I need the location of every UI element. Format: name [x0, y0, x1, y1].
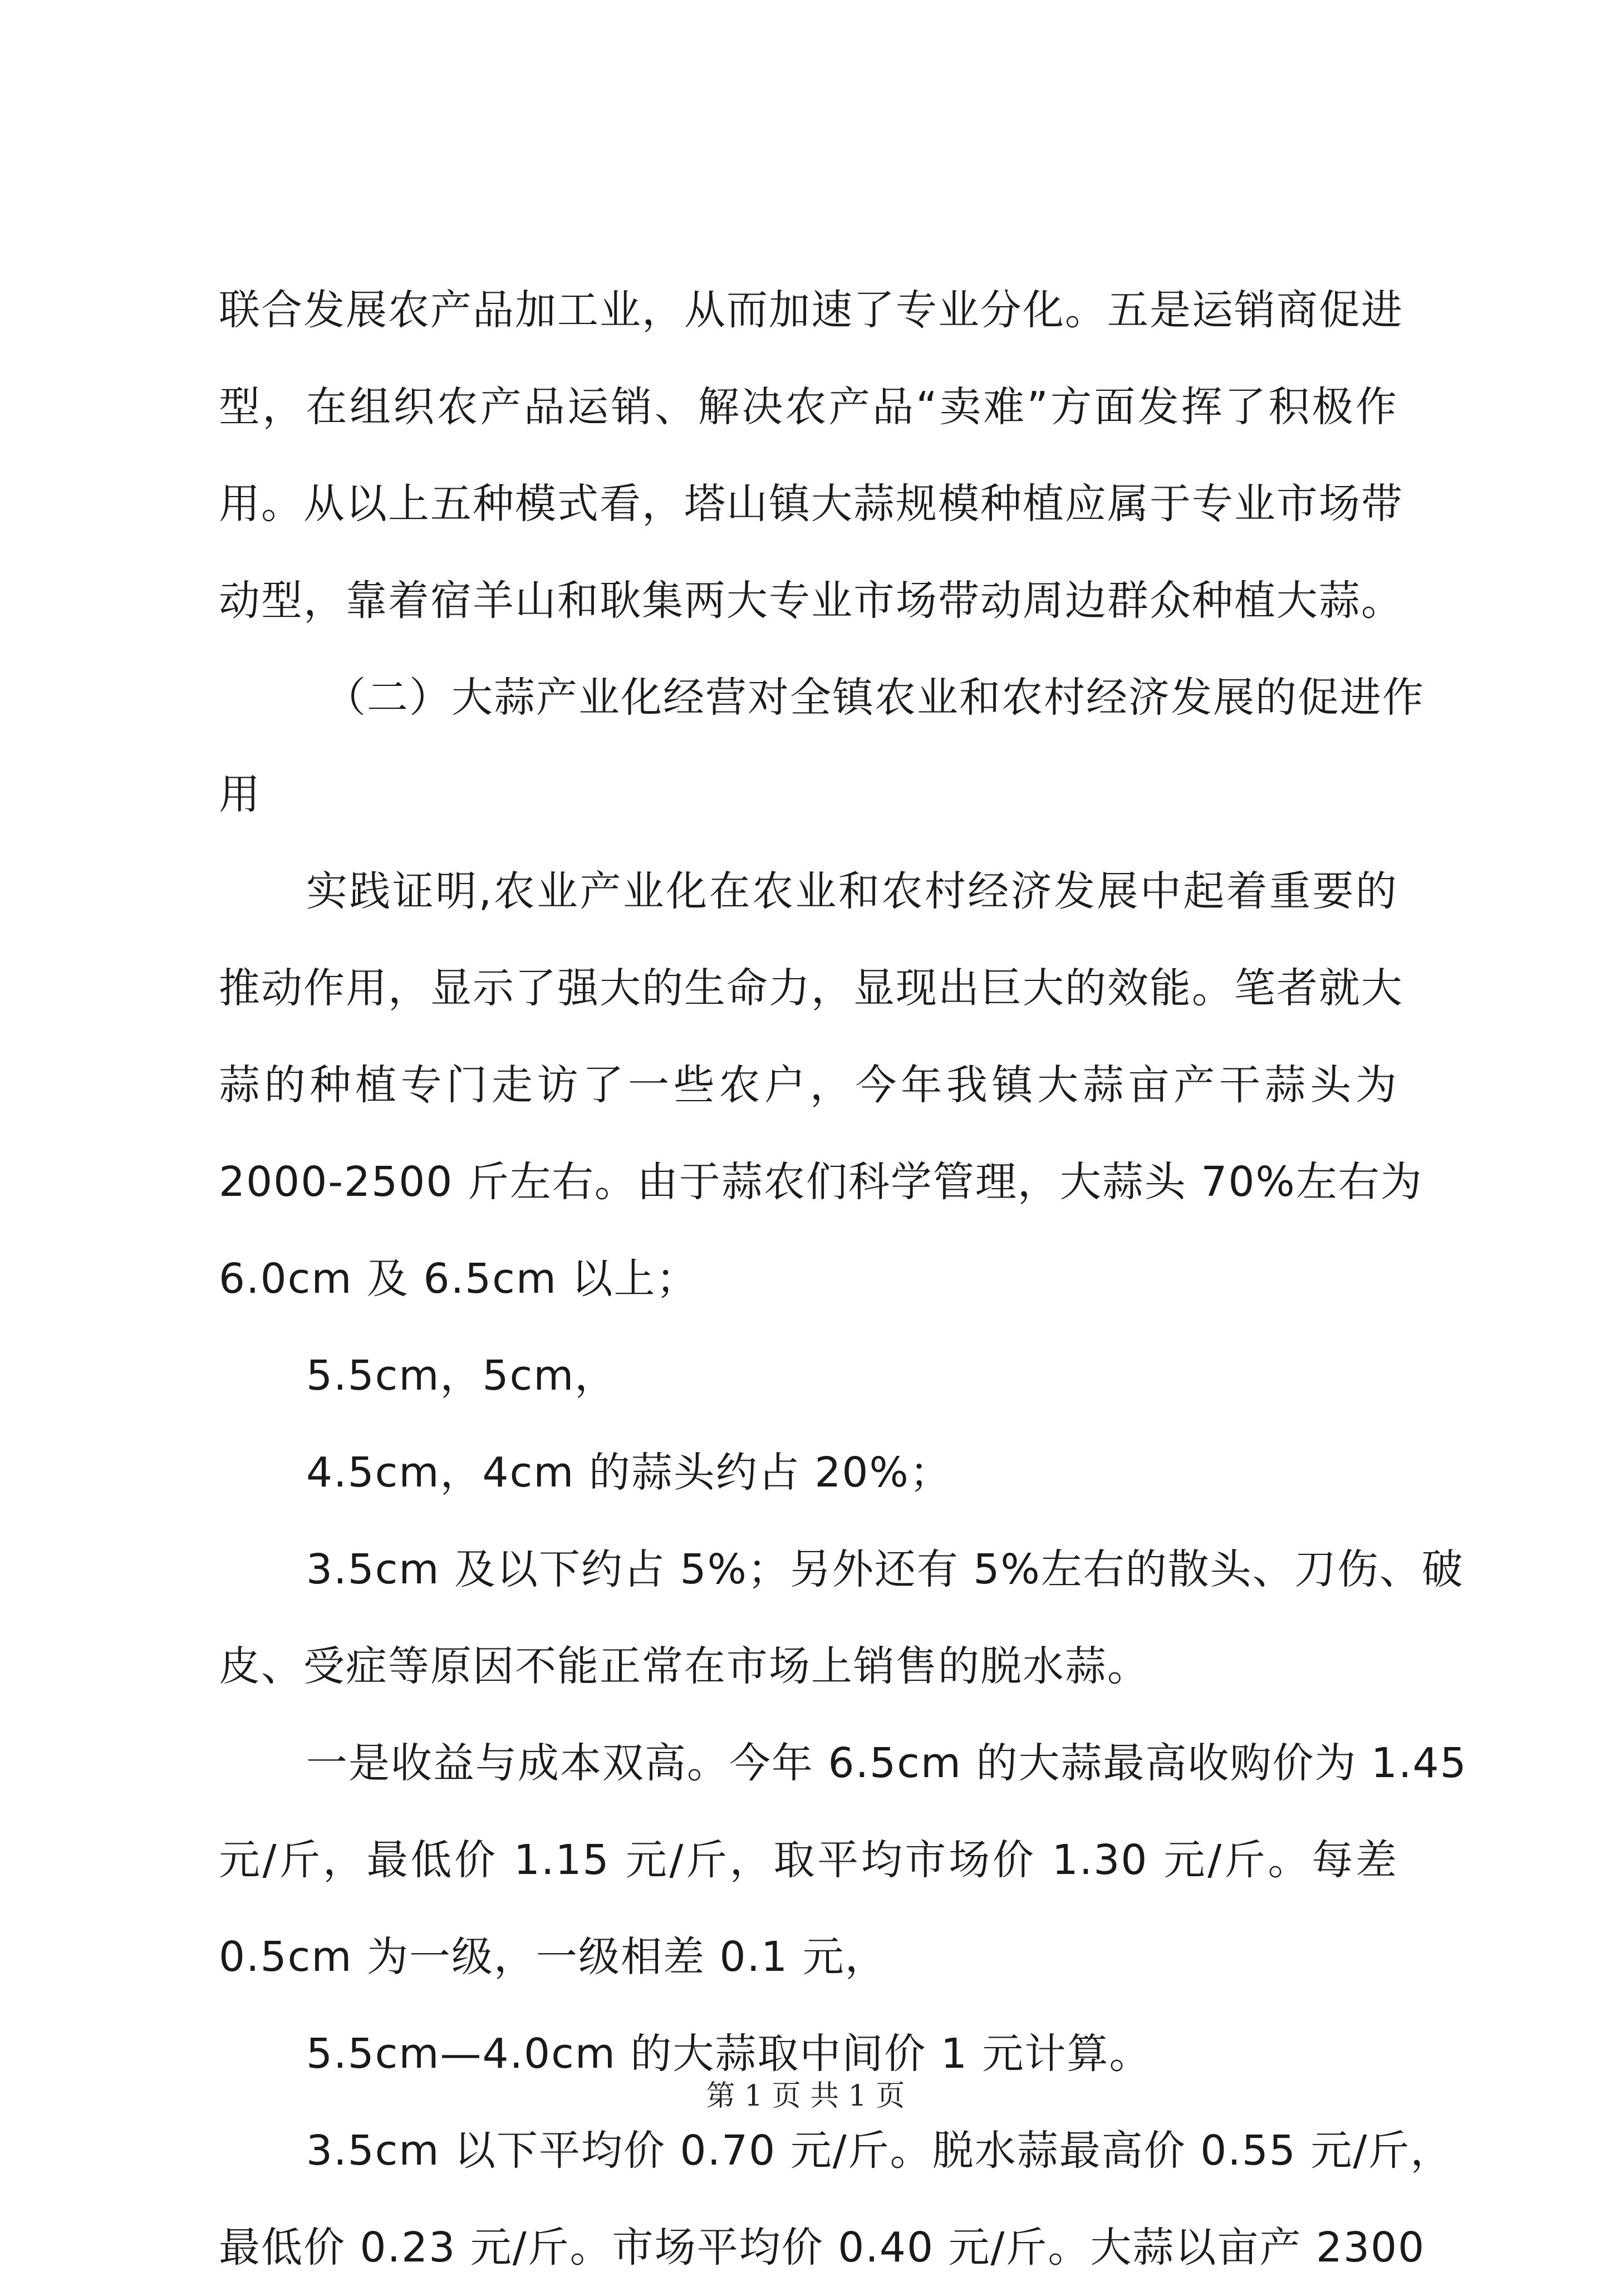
- paragraph-line: 皮、受症等原因不能正常在市场上销售的脱水蒜。: [219, 1642, 1150, 1690]
- section-heading-continuation: 用: [219, 771, 261, 818]
- paragraph-line: 蒜的种植专门走访了一些农户，今年我镇大蒜亩产干蒜头为: [219, 1061, 1398, 1109]
- document-body: [219, 262, 1467, 2296]
- paragraph-line: 联合发展农产品加工业，从而加速了专业分化。五是运销商促进: [219, 286, 1403, 334]
- paragraph-line: 0.5cm 为一级，一级相差 0.1 元，: [219, 1933, 887, 1981]
- paragraph-line: 一是收益与成本双高。今年 6.5cm 的大蒜最高收购价为 1.45: [306, 1739, 1467, 1787]
- paragraph-line: 3.5cm 以下平均价 0.70 元/斤。脱水蒜最高价 0.55 元/斤，: [306, 2127, 1453, 2175]
- page-number-footer: 第 1 页 共 1 页: [706, 2079, 905, 2113]
- paragraph-line: 动型，靠着宿羊山和耿集两大专业市场带动周边群众种植大蒜。: [219, 577, 1403, 625]
- paragraph-line: 最低价 0.23 元/斤。市场平均价 0.40 元/斤。大蒜以亩产 2300: [219, 2224, 1426, 2272]
- paragraph-line: 5.5cm—4.0cm 的大蒜取中间价 1 元计算。: [306, 2030, 1152, 2078]
- paragraph-line: 推动作用，显示了强大的生命力，显现出巨大的效能。笔者就大: [219, 964, 1403, 1012]
- paragraph-line: 3.5cm 及以下约占 5%；另外还有 5%左右的散头、刀伤、破: [306, 1546, 1464, 1593]
- paragraph-line: 2000-2500 斤左右。由于蒜农们科学管理，大蒜头 70%左右为: [219, 1158, 1423, 1206]
- paragraph-line: 5.5cm，5cm，: [306, 1352, 617, 1400]
- paragraph-line: 6.0cm 及 6.5cm 以上；: [219, 1255, 699, 1303]
- paragraph-line: 实践证明,农业产业化在农业和农村经济发展中起着重要的: [306, 867, 1398, 915]
- paragraph-line: 4.5cm，4cm 的蒜头约占 20%；: [306, 1449, 952, 1497]
- paragraph-line: 用。从以上五种模式看，塔山镇大蒜规模种植应属于专业市场带: [219, 480, 1403, 528]
- section-heading: （二）大蒜产业化经营对全镇农业和农村经济发展的促进作: [325, 674, 1425, 722]
- paragraph-line: 元/斤，最低价 1.15 元/斤，取平均市场价 1.30 元/斤。每差: [219, 1836, 1398, 1884]
- paragraph-line: 型，在组织农产品运销、解决农产品“卖难”方面发挥了积极作: [219, 383, 1398, 431]
